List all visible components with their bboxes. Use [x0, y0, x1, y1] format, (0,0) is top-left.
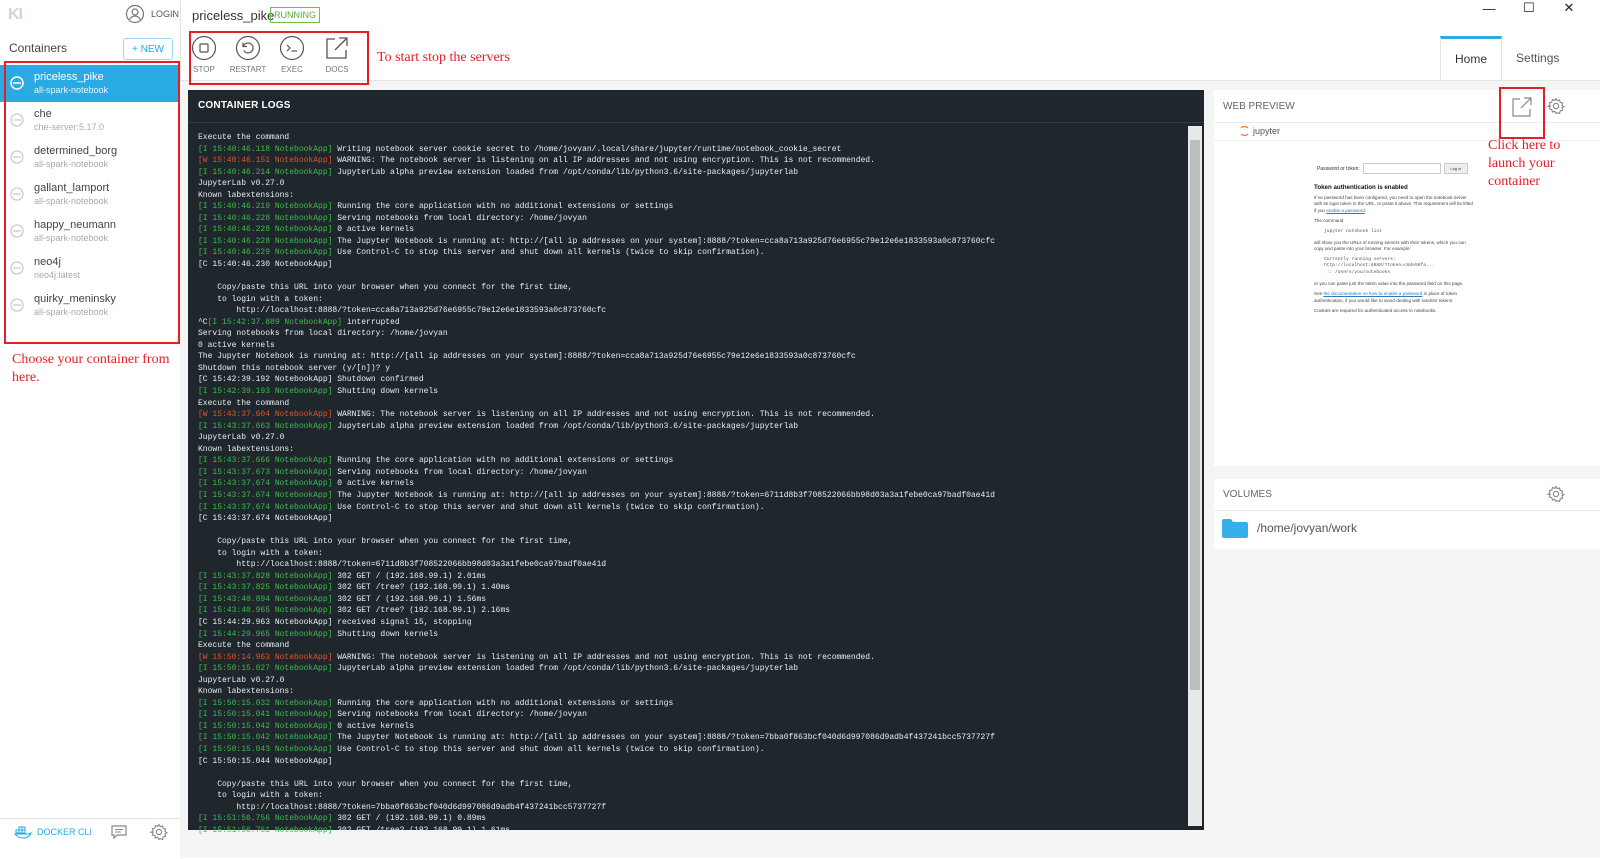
log-line: [I 15:43:37.674 NotebookApp] The Jupyter Notebook is running at: http://[all ip addresses on your system]:8888/?token=6711d8b3f708522066bb98d03a3a1febe0ca97badf0ae41d: [198, 490, 995, 500]
log-line: [I 15:43:37.666 NotebookApp] Running the core application with no additional extensions or settings: [198, 456, 674, 466]
tab-settings[interactable]: Settings: [1516, 51, 1560, 65]
log-line: [I 15:40:46.118 NotebookApp] Writing notebook server cookie secret to /home/jovyan/.local/share/jupyter/runtime/notebook_cookie_secret: [198, 144, 842, 154]
log-line: [I 15:40:46.214 NotebookApp] JupyterLab alpha preview extension loaded from /opt/conda/lib/python3.6/site-packages/jupyterlab: [198, 167, 799, 177]
jupyter-logo-icon: [1239, 125, 1249, 137]
token-paragraph-6: Cookies are required for authenticated access to notebooks.: [1314, 308, 1437, 314]
log-timestamp: [I 15:43:37.828 NotebookApp]: [198, 571, 333, 581]
log-line: [I 15:43:37.828 NotebookApp] 302 GET / (192.168.99.1) 2.01ms: [198, 571, 487, 581]
password-label: Password or token:: [1317, 165, 1360, 172]
log-line: [I 15:50:15.042 NotebookApp] 0 active kernels: [198, 721, 415, 731]
container-name: happy_neumann: [34, 219, 116, 231]
log-line: [C 15:40:46.230 NotebookApp]: [198, 260, 333, 270]
token-code-2: Currently running servers: http://localhost:8888/?token=c8de56fa... :: /Users/you/notebooks: [1324, 256, 1435, 275]
token-paragraph-1: If no password has been configured, you need to open the notebook server with its login token in the URL, or paste it above. This requirement will be lifted if you enable a password.: [1314, 194, 1473, 213]
log-line: [I 15:40:46.219 NotebookApp] Running the core application with no additional extensions or settings: [198, 202, 674, 212]
token-code-1: jupyter notebook list: [1324, 228, 1382, 234]
container-image: all-spark-notebook: [34, 233, 109, 243]
login-submit-button[interactable]: Log in: [1444, 163, 1468, 174]
tab-bar: [1440, 36, 1573, 80]
log-line: [I 15:43:37.674 NotebookApp] 0 active kernels: [198, 479, 415, 489]
jupyter-logo: [1239, 125, 1280, 137]
docker-icon: [14, 825, 32, 839]
log-timestamp: [W 15:50:14.963 NotebookApp]: [198, 652, 333, 662]
container-image: che-server:5.17.0: [34, 122, 105, 132]
token-paragraph-5-pre: See: [1314, 291, 1323, 297]
logs-title: CONTAINER LOGS: [198, 100, 291, 111]
log-line: [I 15:42:39.193 NotebookApp] Shutting down kernels: [198, 387, 439, 397]
log-line: [I 15:43:37.673 NotebookApp] Serving notebooks from local directory: /home/jovyan: [198, 467, 587, 477]
docs-password-link[interactable]: the documentation on how to enable a password: [1323, 291, 1423, 297]
log-line: [W 15:50:14.963 NotebookApp] WARNING: The notebook server is listening on all IP addresses and not using encryption. This is not recommended.: [198, 652, 875, 662]
annotation-start-stop: To start stop the servers: [377, 50, 510, 65]
log-line: [W 15:40:46.151 NotebookApp] WARNING: The notebook server is listening on all IP addresses and not using encryption. This is not recommended.: [198, 156, 875, 166]
container-name: determined_borg: [34, 145, 118, 157]
container-image: all-spark-notebook: [34, 196, 109, 206]
log-timestamp: [I 15:43:40.894 NotebookApp]: [198, 594, 333, 604]
log-line: http://localhost:8888/?token=cca8a713a925d76e6955c79e12e6e1833593a0c873760cfc: [198, 306, 607, 316]
container-title: priceless_pike: [192, 8, 275, 23]
token-paragraph-4: or you can paste just the token value into the password field on this page.: [1314, 280, 1464, 286]
log-line: Execute the command: [198, 133, 290, 142]
log-timestamp: [I 15:42:39.193 NotebookApp]: [198, 387, 333, 397]
log-line: to login with a token:: [198, 791, 323, 801]
chat-icon[interactable]: [110, 824, 128, 840]
log-line: [I 15:44:29.965 NotebookApp] Shutting down kernels: [198, 629, 439, 639]
log-line: Serving notebooks from local directory: /home/jovyan: [198, 329, 448, 339]
log-line: Execute the command: [198, 398, 290, 408]
log-line: [C 15:44:29.963 NotebookApp] received signal 15, stopping: [198, 617, 472, 627]
log-line: JupyterLab v0.27.0: [198, 675, 285, 685]
log-timestamp: [I 15:43:37.673 NotebookApp]: [198, 467, 333, 477]
log-timestamp: [I 15:43:37.663 NotebookApp]: [198, 421, 333, 431]
log-line: Known labextensions:: [198, 444, 295, 454]
docs-label: DOCS: [325, 65, 349, 74]
log-line: Known labextensions:: [198, 190, 295, 200]
log-line: [I 15:50:15.043 NotebookApp] Use Control-C to stop this server and shut down all kernels (twice to skip confirmation).: [198, 744, 765, 754]
volume-path: /home/jovyan/work: [1257, 521, 1358, 535]
window-controls: [1476, 0, 1582, 16]
log-timestamp: [W 15:43:37.604 NotebookApp]: [198, 410, 333, 420]
logs-divider: [188, 122, 1204, 123]
log-timestamp: [I 15:43:37.825 NotebookApp]: [198, 583, 333, 593]
annotation-launch-container: Click here to launch your container: [1488, 138, 1561, 189]
stop-label: STOP: [193, 65, 215, 74]
annotation-box-container-list: [4, 61, 180, 344]
login-label: LOGIN: [151, 9, 180, 19]
container-name: gallant_lamport: [34, 182, 110, 194]
annotation-box-toolbar: [189, 31, 369, 85]
log-line: [I 15:51:56.756 NotebookApp] 302 GET / (192.168.99.1) 0.89ms: [198, 814, 487, 824]
annotation-box-open-preview: [1499, 87, 1545, 139]
jupyter-login-form: [1317, 163, 1468, 174]
token-paragraph-3: will show you the URLs of running servers with their tokens, which you can copy and paste into your browser. For example:: [1314, 239, 1466, 252]
log-line: [198, 525, 1183, 537]
log-timestamp: [I 15:43:37.674 NotebookApp]: [198, 479, 333, 489]
log-timestamp: [I 15:43:37.674 NotebookApp]: [198, 490, 333, 500]
volumes-title: VOLUMES: [1223, 489, 1272, 500]
log-timestamp: [I 15:50:15.042 NotebookApp]: [198, 721, 333, 731]
container-name: che: [34, 108, 52, 120]
minimize-button[interactable]: —: [1482, 0, 1496, 16]
maximize-button[interactable]: ☐: [1523, 0, 1535, 15]
log-line: [I 15:40:46.228 NotebookApp] Serving notebooks from local directory: /home/jovyan: [198, 213, 587, 223]
docker-cli-label: DOCKER CLI: [37, 827, 93, 837]
volumes-divider: [1214, 510, 1600, 511]
log-timestamp: [I 15:51:56.761 NotebookApp]: [198, 825, 333, 835]
log-line: to login with a token:: [198, 294, 323, 304]
token-paragraph-5: [1314, 291, 1474, 304]
app-logo: KI: [8, 6, 22, 23]
log-line: http://localhost:8888/?token=7bba0f863bcf040d6d997086d9adb4f437241bcc5737727f: [198, 802, 607, 812]
container-image: neo4j:latest: [34, 270, 81, 280]
log-timestamp: [I 15:50:15.042 NotebookApp]: [198, 733, 333, 743]
log-timestamp: [I 15:43:37.666 NotebookApp]: [198, 456, 333, 466]
log-timestamp: [I 15:51:56.756 NotebookApp]: [198, 814, 333, 824]
token-heading: Token authentication is enabled: [1314, 184, 1408, 191]
log-line: Copy/paste this URL into your browser when you connect for the first time,: [198, 283, 573, 293]
token-paragraph-5-post: in place of token authentication, if you would like to avoid dealing with random tokens.: [1314, 291, 1458, 303]
login-button[interactable]: [125, 4, 179, 24]
log-line: [I 15:43:40.965 NotebookApp] 302 GET /tree? (192.168.99.1) 2.16ms: [198, 606, 511, 616]
log-timestamp: [I 15:40:46.219 NotebookApp]: [198, 202, 333, 212]
logs-scrollbar-thumb[interactable]: [1190, 140, 1200, 690]
log-line: Copy/paste this URL into your browser when you connect for the first time,: [198, 779, 573, 789]
jupyter-logo-text: jupyter: [1253, 126, 1281, 136]
exec-label: EXEC: [281, 65, 303, 74]
log-line: Copy/paste this URL into your browser when you connect for the first time,: [198, 537, 573, 547]
new-container-button[interactable]: + NEW: [123, 38, 173, 60]
log-line: 0 active kernels: [198, 340, 275, 350]
log-timestamp: [I 15:40:46.228 NotebookApp]: [198, 213, 333, 223]
log-line: [I 15:43:37.663 NotebookApp] JupyterLab alpha preview extension loaded from /opt/conda/lib/python3.6/site-packages/jupyterlab: [198, 421, 799, 431]
log-timestamp: [I 15:40:46.214 NotebookApp]: [198, 167, 333, 177]
log-line: [I 15:43:37.825 NotebookApp] 302 GET /tree? (192.168.99.1) 1.40ms: [198, 583, 511, 593]
log-timestamp: [I 15:44:29.965 NotebookApp]: [198, 629, 333, 639]
log-timestamp: [I 15:43:37.674 NotebookApp]: [198, 502, 333, 512]
preview-settings-gear-icon[interactable]: [1547, 97, 1565, 115]
log-timestamp: [I 15:50:15.027 NotebookApp]: [198, 664, 333, 674]
log-line: [I 15:43:40.894 NotebookApp] 302 GET / (192.168.99.1) 1.56ms: [198, 594, 487, 604]
jupyter-token-help: [1314, 185, 1474, 319]
log-line: JupyterLab v0.27.0: [198, 179, 285, 189]
folder-icon: [1222, 518, 1248, 538]
volume-item[interactable]: [1222, 518, 1357, 538]
log-timestamp: [I 15:50:15.032 NotebookApp]: [198, 698, 333, 708]
log-line: [I 15:40:46.228 NotebookApp] 0 active kernels: [198, 225, 415, 235]
containers-title: Containers: [9, 41, 68, 55]
container-name: neo4j: [34, 256, 61, 268]
log-timestamp: [W 15:40:46.151 NotebookApp]: [198, 156, 333, 166]
user-icon: [125, 4, 145, 24]
log-line: JupyterLab v0.27.0: [198, 433, 285, 443]
container-image: all-spark-notebook: [34, 85, 109, 95]
log-line: [198, 271, 1183, 283]
web-preview-title: WEB PREVIEW: [1223, 101, 1295, 112]
log-timestamp: [I 15:40:46.118 NotebookApp]: [198, 144, 333, 154]
log-line: [I 15:50:15.032 NotebookApp] Running the core application with no additional extensions or settings: [198, 698, 674, 708]
container-image: all-spark-notebook: [34, 159, 109, 169]
log-line: The Jupyter Notebook is running at: http://[all ip addresses on your system]:8888/?token=cca8a713a925d76e6955c79e12e6e1833593a0c873760cfc: [198, 352, 856, 362]
docker-cli-button[interactable]: [14, 825, 92, 839]
annotation-choose-container: Choose your container from here.: [12, 352, 170, 385]
log-timestamp: [I 15:42:37.889 NotebookApp]: [207, 317, 343, 327]
log-timestamp: [I 15:40:46.228 NotebookApp]: [198, 236, 333, 246]
log-line: [I 15:43:37.674 NotebookApp] Use Control-C to stop this server and shut down all kernels (twice to skip confirmation).: [198, 502, 765, 512]
log-output[interactable]: [198, 132, 1183, 835]
log-line: [I 15:50:15.027 NotebookApp] JupyterLab alpha preview extension loaded from /opt/conda/lib/python3.6/site-packages/jupyterlab: [198, 664, 799, 674]
log-line: Execute the command: [198, 641, 290, 651]
volumes-settings-gear-icon[interactable]: [1547, 485, 1565, 503]
token-paragraph-2: The command: [1314, 218, 1344, 224]
log-line: [I 15:51:56.761 NotebookApp] 302 GET /tree? (192.168.99.1) 1.61ms: [198, 825, 511, 835]
container-name: priceless_pike: [34, 71, 104, 83]
log-line: [198, 767, 1183, 779]
log-line: [W 15:43:37.604 NotebookApp] WARNING: The notebook server is listening on all IP addresses and not using encryption. This is not recommended.: [198, 410, 875, 420]
token-paragraph-1-text: If no password has been configured, you need to open the notebook server with its login token in the URL, or paste it above. This requirement will be lifted if you: [1314, 194, 1473, 213]
log-line: ^C[I 15:42:37.889 NotebookApp] interrupted: [198, 317, 400, 327]
log-timestamp: [I 15:50:15.043 NotebookApp]: [198, 744, 333, 754]
restart-label: RESTART: [229, 65, 267, 74]
log-line: [I 15:40:46.229 NotebookApp] Use Control-C to stop this server and shut down all kernels (twice to skip confirmation).: [198, 248, 765, 258]
log-timestamp: [I 15:50:15.041 NotebookApp]: [198, 710, 333, 720]
preferences-gear-icon[interactable]: [150, 823, 168, 841]
log-line: to login with a token:: [198, 548, 323, 558]
log-line: Shutdown this notebook server (y/[n])? y: [198, 363, 391, 373]
log-line: [C 15:42:39.192 NotebookApp] Shutdown confirmed: [198, 375, 424, 385]
log-line: [I 15:40:46.228 NotebookApp] The Jupyter Notebook is running at: http://[all ip addresses on your system]:8888/?token=cca8a713a925d76e6955c79e12e6e1833593a0c873760cfc: [198, 236, 995, 246]
log-line: [C 15:50:15.044 NotebookApp]: [198, 756, 333, 766]
log-line: Known labextensions:: [198, 687, 295, 697]
log-timestamp: [I 15:40:46.228 NotebookApp]: [198, 225, 333, 235]
container-name: quirky_meninsky: [34, 293, 116, 305]
enable-password-link[interactable]: enable a password: [1326, 207, 1365, 213]
tab-home[interactable]: Home: [1440, 36, 1502, 80]
log-line: [I 15:50:15.042 NotebookApp] The Jupyter Notebook is running at: http://[all ip addresses on your system]:8888/?token=7bba0f863bcf040d6d997086d9adb4f437241bcc5737727f: [198, 733, 995, 743]
log-timestamp: [I 15:43:40.965 NotebookApp]: [198, 606, 333, 616]
password-input[interactable]: [1363, 163, 1441, 174]
log-line: [I 15:50:15.041 NotebookApp] Serving notebooks from local directory: /home/jovyan: [198, 710, 587, 720]
close-button[interactable]: ✕: [1563, 0, 1575, 15]
status-badge: RUNNING: [270, 7, 320, 23]
log-line: http://localhost:8888/?token=6711d8b3f708522066bb98d03a3a1febe0ca97badf0ae41d: [198, 560, 607, 570]
log-line: [C 15:43:37.674 NotebookApp]: [198, 514, 333, 524]
log-timestamp: [I 15:40:46.229 NotebookApp]: [198, 248, 333, 258]
container-image: all-spark-notebook: [34, 307, 109, 317]
